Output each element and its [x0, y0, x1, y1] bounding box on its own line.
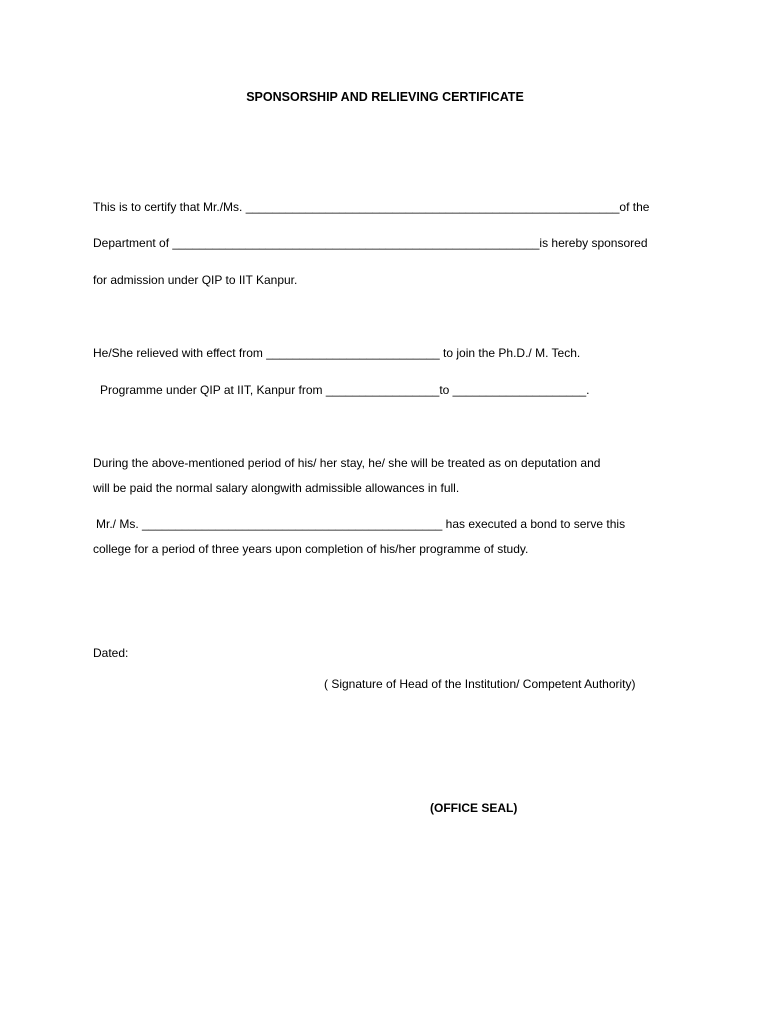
deputation-line: During the above-mentioned period of his/ her stay, he/ she will be treated as on deputation and: [93, 456, 601, 470]
admission-line: for admission under QIP to IIT Kanpur.: [93, 273, 298, 287]
bond-line: Mr./ Ms. _____________________________________________ has executed a bond to serve this: [96, 517, 626, 531]
dated-label: Dated:: [93, 646, 129, 660]
office-seal-label: (OFFICE SEAL): [430, 801, 518, 815]
certify-line: This is to certify that Mr./Ms. ________________________________________________________of the: [93, 200, 650, 214]
programme-line: Programme under QIP at IIT, Kanpur from _________________to ____________________.: [100, 383, 590, 397]
department-line: Department of _______________________________________________________is hereby sponsored: [93, 236, 648, 250]
signature-label: ( Signature of Head of the Institution/ Competent Authority): [324, 677, 636, 691]
salary-line: will be paid the normal salary alongwith admissible allowances in full.: [93, 481, 460, 495]
college-period-line: college for a period of three years upon completion of his/her programme of study.: [93, 542, 529, 556]
relieved-line: He/She relieved with effect from __________________________ to join the Ph.D./ M. Tech.: [93, 346, 581, 360]
certificate-title: SPONSORSHIP AND RELIEVING CERTIFICATE: [246, 90, 524, 104]
